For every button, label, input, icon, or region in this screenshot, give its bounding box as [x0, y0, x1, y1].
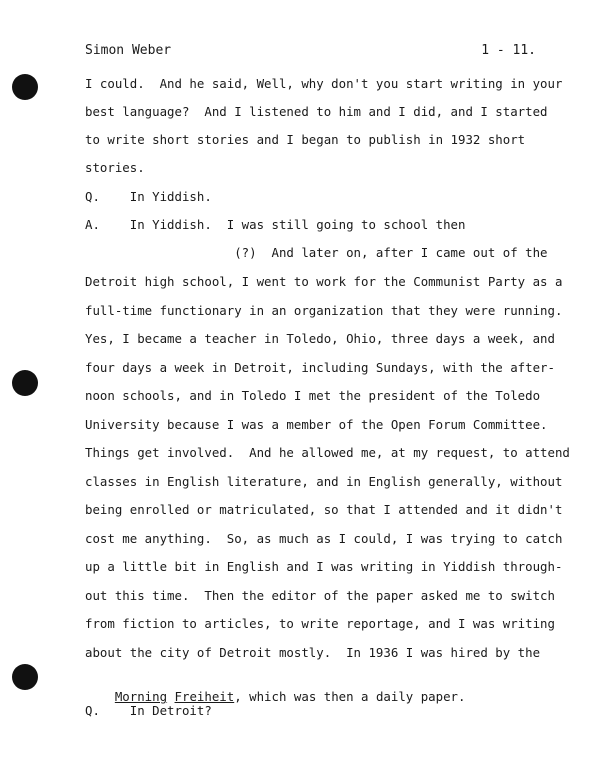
text-line: about the city of Detroit mostly. In 1936 I was hired by the: [85, 645, 541, 660]
page-number: 1 - 11.: [481, 43, 536, 58]
question-line: Q. In Yiddish.: [85, 189, 212, 204]
newspaper-title-word: Morning: [114, 689, 168, 704]
text-line: (?) And later on, after I came out of the: [85, 245, 548, 260]
title-space: [167, 689, 174, 704]
interviewee-name: Simon Weber: [85, 43, 172, 58]
text-line: best language? And I listened to him and I did, and I started: [85, 104, 548, 119]
punch-hole: [12, 370, 38, 396]
answer-line: A. In Yiddish. I was still going to school then: [85, 217, 466, 232]
text-line: University because I was a member of the Open Forum Committee.: [85, 417, 548, 432]
text-line: full-time functionary in an organization that they were running.: [85, 303, 563, 318]
newspaper-title-word: Freiheit: [174, 689, 235, 704]
line-remainder: , which was then a daily paper.: [234, 689, 466, 704]
text-line: stories.: [85, 160, 145, 175]
text-line: noon schools, and in Toledo I met the president of the Toledo: [85, 388, 541, 403]
text-line: four days a week in Detroit, including Sundays, with the after-: [85, 360, 555, 375]
text-line: being enrolled or matriculated, so that I attended and it didn't: [85, 502, 563, 517]
text-line: from fiction to articles, to write reportage, and I was writing: [85, 616, 555, 631]
text-line: Things get involved. And he allowed me, at my request, to attend: [85, 445, 570, 460]
text-line: to write short stories and I began to publish in 1932 short: [85, 132, 526, 147]
text-line: Detroit high school, I went to work for the Communist Party as a: [85, 274, 563, 289]
question-line: Q. In Detroit?: [85, 703, 212, 718]
text-line: I could. And he said, Well, why don't you start writing in your: [85, 76, 563, 91]
punch-hole: [12, 74, 38, 100]
text-line: up a little bit in English and I was writing in Yiddish through-: [85, 559, 563, 574]
text-line: Yes, I became a teacher in Toledo, Ohio, three days a week, and: [85, 331, 555, 346]
text-line: out this time. Then the editor of the paper asked me to switch: [85, 588, 555, 603]
text-line: cost me anything. So, as much as I could, I was trying to catch: [85, 531, 563, 546]
punch-hole: [12, 664, 38, 690]
text-line: classes in English literature, and in English generally, without: [85, 474, 563, 489]
